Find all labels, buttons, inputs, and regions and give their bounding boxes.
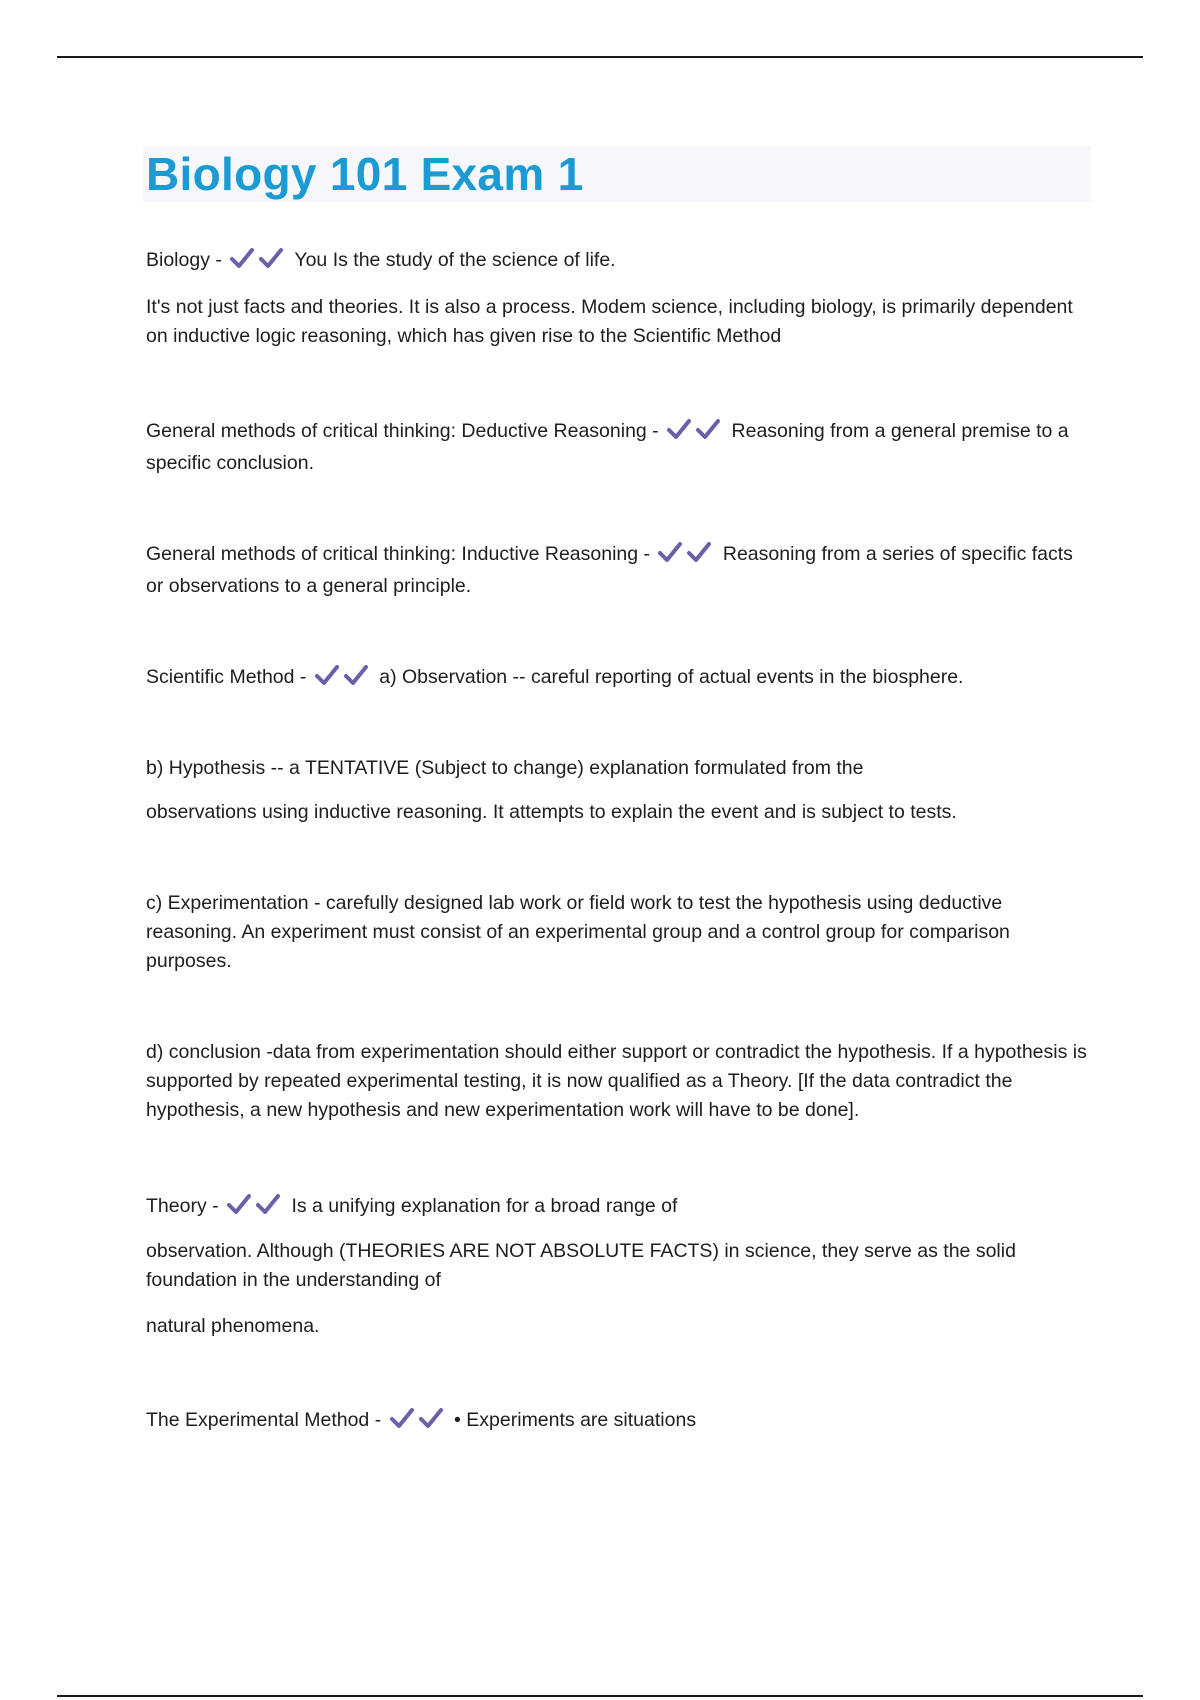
term-label: General methods of critical thinking: Deductive Reasoning -	[146, 420, 659, 442]
top-rule	[57, 56, 1143, 58]
paragraph-theory-line-2: observation. Although (THEORIES ARE NOT ABSOLUTE FACTS) in science, they serve as the solid foundation in the understanding of	[146, 1240, 1016, 1291]
paragraph-hypothesis-line-1: b) Hypothesis -- a TENTATIVE (Subject to change) explanation formulated from the	[146, 757, 864, 779]
check-icon	[258, 247, 284, 269]
check-icon	[695, 418, 721, 440]
paragraph-process: It's not just facts and theories. It is also a process. Modem science, including biology, is primarily dependent on inductive logic reasoning, which has given rise to the Scientific Method	[146, 296, 1073, 347]
definition-inductive-reasoning	[146, 540, 1090, 601]
term-label: Biology -	[146, 249, 222, 271]
definition-theory	[146, 1192, 1090, 1224]
check-pair	[314, 664, 372, 695]
check-icon	[686, 541, 712, 563]
definition-scientific-method	[146, 663, 1090, 695]
check-icon	[229, 247, 255, 269]
check-icon	[418, 1407, 444, 1429]
check-pair	[666, 418, 724, 449]
bottom-rule	[57, 1695, 1143, 1697]
definition-biology	[146, 246, 1090, 278]
definition-text: You Is the study of the science of life.	[294, 249, 616, 271]
definition-text: a) Observation -- careful reporting of actual events in the biosphere.	[379, 666, 964, 688]
check-icon	[389, 1407, 415, 1429]
check-pair	[229, 247, 287, 278]
check-icon	[314, 664, 340, 686]
page-title: Biology 101 Exam 1	[146, 148, 584, 200]
check-icon	[255, 1193, 281, 1215]
paragraph-conclusion: d) conclusion -data from experimentation should either support or contradict the hypothesis. If a hypothesis is supported by repeated experimental testing, it is now qualified as a Theory. [If the data contradict the hypothesis, a new hypothesis and new experimentation work will have to be done].	[146, 1041, 1087, 1121]
definition-deductive-reasoning	[146, 417, 1090, 478]
term-label: Theory -	[146, 1195, 219, 1217]
paragraph-theory-line-3: natural phenomena.	[146, 1315, 320, 1337]
definition-text: Is a unifying explanation for a broad range of	[291, 1195, 678, 1217]
term-label: Scientific Method -	[146, 666, 307, 688]
definition-text: • Experiments are situations	[454, 1409, 697, 1431]
check-pair	[226, 1193, 284, 1224]
check-pair	[657, 541, 715, 572]
check-icon	[226, 1193, 252, 1215]
definition-text: Reasoning from a general premise to a specific conclusion.	[146, 420, 1069, 474]
check-icon	[666, 418, 692, 440]
term-label: General methods of critical thinking: Inductive Reasoning -	[146, 543, 651, 565]
term-label: The Experimental Method -	[146, 1409, 382, 1431]
definition-text: Reasoning from a series of specific facts or observations to a general principle.	[146, 543, 1073, 597]
check-icon	[657, 541, 683, 563]
paragraph-experimentation: c) Experimentation - carefully designed lab work or field work to test the hypothesis using deductive reasoning. An experiment must consist of an experimental group and a control group for comparison purposes.	[146, 892, 1010, 972]
check-icon	[343, 664, 369, 686]
paragraph-hypothesis-line-2: observations using inductive reasoning. It attempts to explain the event and is subject to tests.	[146, 801, 957, 823]
definition-experimental-method	[146, 1406, 1090, 1438]
check-pair	[389, 1407, 447, 1438]
